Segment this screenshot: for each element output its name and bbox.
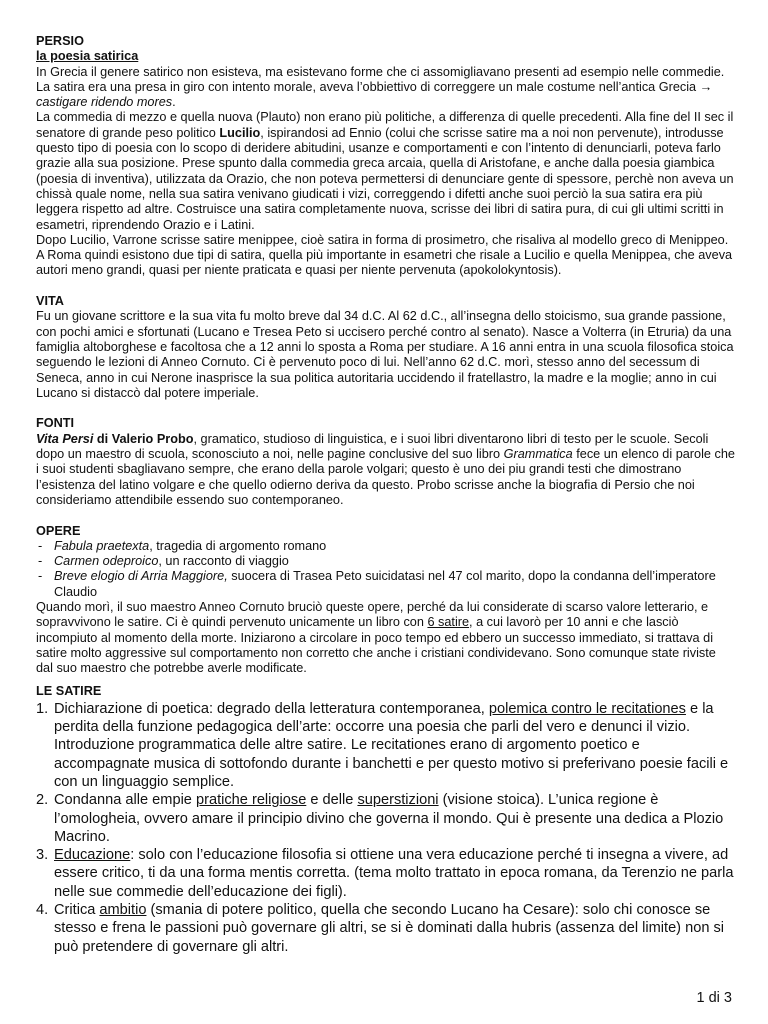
- section-title-satire: LE SATIRE: [36, 684, 102, 699]
- subtitle-poesia-satirica: la poesia satirica: [36, 49, 139, 64]
- arrow-icon: →: [699, 79, 713, 94]
- section-title-vita: VITA: [36, 294, 64, 309]
- section-fonti: [36, 416, 736, 508]
- section-persio: [36, 34, 736, 279]
- section-opere: [36, 524, 736, 677]
- paragraph-grecia: In Grecia il genere satirico non esisteva, ma esistevano forme che ci assomigliavano presenti ad esempio nelle commedie. La satira era una presa in giro con intento morale, aveva l’obbiettivo di correggere un male costume nell’antica Grecia → castigare ridendo mores.: [36, 64, 725, 110]
- list-item: 3. Educazione: solo con l’educazione filosofia si ottiene una vera educazione perché ti insegna a vivere, ad essere critico, ti da una forma mentis corretta. (tema molto trattato in epoca romana, da Terenzio ne parla nelle sue commedie dell’educazione dei figli).: [36, 847, 734, 900]
- page-number: 1 di 3: [696, 990, 732, 1006]
- list-item: 2. Condanna alle empie pratiche religiose e delle superstizioni (visione stoica). L’unica regione è l’omologheia, ovvero amare il principio divino che governa il mondo. Qui è presente una dedica a Plozio Macrino.: [36, 792, 724, 845]
- paragraph-lucilio: La commedia di mezzo e quella nuova (Plauto) non erano più politiche, a differenza di quelle precedenti. Alla fine del II sec il senatore di grande peso politico Lucilio, ispirandosi ad Ennio (colui che scrisse satire ma a noi non pervenute), introdusse questo tipo di poesia con lo scopo di deridere abitudini, usanze e comportamenti e con l’intento di denunciarli, poteva farlo grazie alla sua posizione. Prese spunto dalla commedia greca arcaia, quella di Aristofane, e anche dalla poesia giambica (poesia di inventiva), utilizzata da Orazio, che non poteva permettersi di denunciare gente di spessore, perchè non aveva un chissà quale nome, nella sua satira venivano giudicati i vizi, correggendo i difetti anche suoi perciò la sua satira era più leggera rispetto ad altre. Costruisce una satira completamente nuova, scrisse dei libri di satira pura, di cui gli ultimi scritti in esametri, riprendendo Orazio e i Latini.: [36, 110, 734, 232]
- list-item: 4. Critica ambitio (smania di potere politico, quella che secondo Lucano ha Cesare): solo chi conosce se stesso e frena le passioni può governare gli altri, se si è dominati dalla hubris (assenza del limite) non si può pretendere di governare gli altri.: [36, 902, 725, 955]
- section-vita: [36, 294, 736, 401]
- section-satire: [36, 684, 736, 955]
- section-title-fonti: FONTI: [36, 416, 75, 431]
- list-item: 1. Dichiarazione di poetica: degrado della letteratura contemporanea, polemica contro le recitationes e la perdita della funzione pedagogica dell’arte: occorre una poesia che parli del vero e denunci il vizio. Introduzione programmatica delle altre satire. Le recitationes erano di argomento poetico e accompagnate musica di sottofondo durante i banchetti e per questo motivo si preferivano poesie facili e con un linguaggio semplice.: [36, 700, 729, 790]
- list-item: - Fabula praetexta, tragedia di argomento romano: [36, 539, 736, 554]
- section-title-persio: PERSIO: [36, 34, 84, 48]
- section-title-opere: OPERE: [36, 523, 81, 538]
- paragraph-vita: Fu un giovane scrittore e la sua vita fu molto breve dal 34 d.C. Al 62 d.C., all’insegna dello stoicismo, sua grande passione, con pochi amici e sfortunati (Lucano e Tresea Peto si uccisero perché contro al senato). Nasce a Volterra (in Etruria) da una famiglia altoborghese e facoltosa che a 12 anni lo sposta a Roma per studiare. A 16 anni entra in una scuola filosofica stoica seguendo le lezioni di Anneo Cornuto. Ci è pervenuto poco di lui. Nell’anno 62 d.C. morì, stesso anno del secessum di Seneca, anno in cui Nerone inasprisce la sua politica autoritaria uccidendo il fratellastro, la madre e la moglie; anno in cui Lucano si distaccò dal potere imperiale.: [36, 309, 734, 400]
- satire-list: [36, 700, 736, 956]
- paragraph-fonti: Vita Persi di Valerio Probo, gramatico, studioso di linguistica, e i suoi libri diventarono libri di testo per le scuole. Secoli dopo un maestro di scuola, sconosciuto a noi, nelle pagine conclusive del suo libro Grammatica fece un elenco di parole che i suoi studenti sbagliavano sempre, che erano della parole volgari; questo è uno dei piu grandi testi che dimostrano l’esistenza del latino volgare e che quello odierno deriva da questo. Probo scrisse anche la biografia di Persio che noi consideriamo attendibile essendo suo contemporaneo.: [36, 431, 735, 507]
- opere-list: [36, 539, 736, 600]
- paragraph-opere-after: Quando morì, il suo maestro Anneo Cornuto bruciò queste opere, perché da lui considerate di scarso valore letterario, e sopravvivono le satire. Ci è quindi pervenuto unicamente un libro con 6 satire, a cui lavorò per 10 anni e che lasciò incompiuto al momento della morte. Iniziarono a circolare in poco tempo ed ebbero un successo immediato, si trattava di satire molto aggressive sul comportamento non corretto che anche i cristiani condividevano. Sono comunque state riviste dal suo maestro che potrebbe averle modificate.: [36, 599, 716, 676]
- list-item: - Carmen odeproico, un racconto di viaggio: [36, 554, 736, 569]
- document-page: [36, 34, 736, 956]
- list-item: - Breve elogio di Arria Maggiore, suocera di Trasea Peto suicidatasi nel 47 col marito, dopo la condanna dell’imperatore Claudio: [36, 569, 736, 600]
- paragraph-varrone: Dopo Lucilio, Varrone scrisse satire menippee, cioè satira in forma di prosimetro, che risaliva al modello greco di Menippeo. A Roma quindi esistono due tipi di satira, quella più importante in esametri che risale a Lucilio e quella Menippea, che aveva autori meno grandi, quasi per niente praticata e quasi per niente pervenuta (apokolokyntosis).: [36, 232, 733, 278]
